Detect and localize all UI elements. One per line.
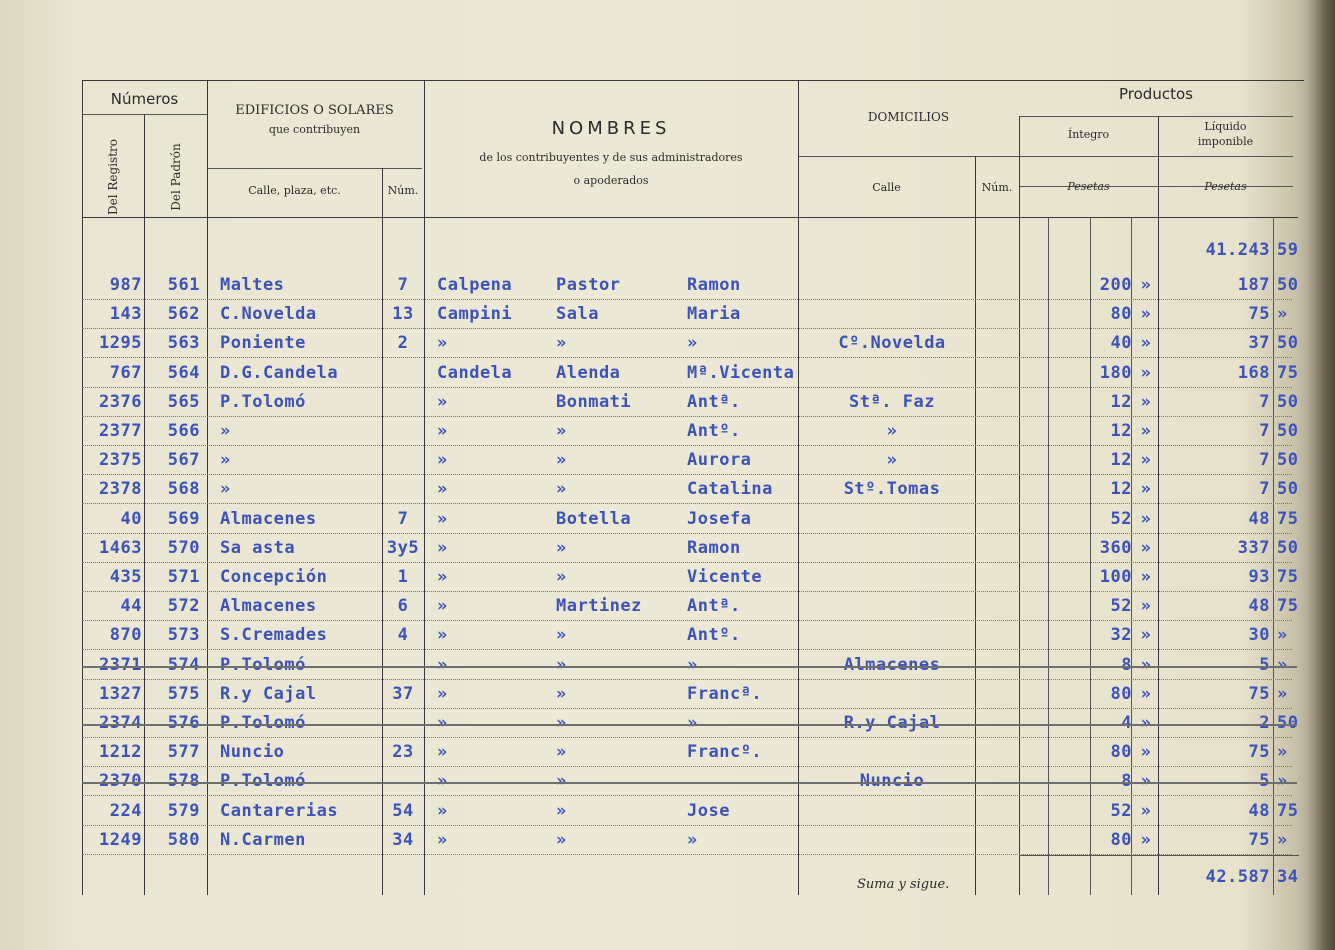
integro-pesetas: 180 — [1099, 362, 1132, 383]
row-dotted-rule — [82, 854, 1292, 855]
surname-2: » — [556, 567, 567, 587]
given-name: Jose — [687, 800, 730, 821]
domicilios-subrule — [798, 156, 1293, 157]
liquido-pesetas: 7 — [1259, 421, 1270, 441]
given-name: Mª.Vicenta — [687, 362, 795, 383]
surname-2: » — [556, 713, 567, 733]
suma-y-sigue-label: Suma y sigue. — [857, 877, 950, 892]
top-border — [82, 80, 1304, 81]
col-rule-4 — [424, 80, 425, 895]
surname-1: » — [437, 625, 448, 646]
registro-number: 1295 — [99, 333, 142, 354]
given-name: » — [687, 654, 698, 675]
liquido-pesetas: 48 — [1248, 508, 1270, 529]
surname-1: » — [437, 742, 448, 763]
liquido-pesetas: 93 — [1248, 567, 1270, 587]
integro-cents: » — [1140, 771, 1152, 792]
integro-pesetas: 80 — [1110, 742, 1132, 763]
domicilio-street: Nuncio — [859, 771, 925, 792]
surname-1: Calpena — [437, 275, 513, 295]
liquido-pesetas: 168 — [1237, 362, 1270, 383]
integro-cents: » — [1140, 421, 1152, 441]
surname-1: » — [437, 421, 448, 441]
row-dotted-rule — [82, 328, 1292, 329]
liquido-cents: 75 — [1277, 362, 1299, 383]
surname-1: » — [437, 450, 448, 471]
registro-number: 2378 — [99, 479, 142, 500]
surname-2: Sala — [556, 304, 599, 325]
total-rule — [1019, 855, 1299, 856]
integro-pesetas: 32 — [1110, 625, 1132, 646]
integro-pesetas: 12 — [1110, 479, 1132, 500]
liquido-pesetas: 48 — [1248, 596, 1270, 617]
apoderados-subheading: o apoderados — [573, 174, 649, 187]
integro-cents: » — [1140, 275, 1152, 295]
nombres-heading: NOMBRES — [551, 118, 671, 139]
street-number: 7 — [397, 275, 409, 295]
padron-number: 563 — [167, 333, 200, 354]
del-registro-heading: Del Registro — [106, 139, 120, 215]
edificios-subrule — [207, 168, 422, 169]
liquido-pesetas: 48 — [1248, 800, 1270, 821]
row-dotted-rule — [82, 299, 1292, 300]
integro-pesetas: 52 — [1110, 508, 1132, 529]
integro-pesetas: 12 — [1110, 450, 1132, 471]
nombres-subheading: de los contribuyentes y de sus administradores — [479, 151, 743, 164]
col-rule-2 — [207, 80, 208, 895]
integro-cents: » — [1140, 450, 1152, 471]
domicilio-street: R.y Cajal — [843, 713, 941, 733]
padron-number: 579 — [167, 800, 200, 821]
street-name: Sa asta — [220, 537, 296, 558]
given-name: Antº. — [687, 421, 741, 441]
surname-2: » — [556, 829, 567, 850]
street-number: 3y5 — [386, 537, 420, 558]
integro-pesetas: 52 — [1110, 800, 1132, 821]
padron-number: 574 — [167, 654, 200, 675]
integro-cents: » — [1140, 713, 1152, 733]
liquido-pesetas: 7 — [1259, 391, 1270, 412]
integro-cents: » — [1140, 654, 1152, 675]
surname-2: Alenda — [556, 362, 621, 383]
integro-pesetas: 360 — [1099, 537, 1132, 558]
domicilio-calle-heading: Calle — [872, 181, 901, 194]
surname-2: » — [556, 742, 567, 763]
strikethrough-line — [82, 724, 1297, 726]
integro-pesetas: 8 — [1121, 771, 1132, 792]
surname-1: » — [437, 713, 448, 733]
surname-1: » — [437, 391, 448, 412]
street-name: S.Cremades — [220, 625, 328, 646]
liquido-cents: 50 — [1277, 450, 1299, 471]
row-dotted-rule — [82, 649, 1292, 650]
surname-1: » — [437, 829, 448, 850]
row-dotted-rule — [82, 416, 1292, 417]
padron-number: 570 — [167, 537, 200, 558]
padron-number: 568 — [167, 479, 200, 500]
domicilio-street: Almacenes — [843, 654, 941, 675]
domicilio-street: Stº.Tomas — [843, 479, 941, 500]
given-name: Vicente — [687, 567, 763, 587]
liquido-pesetas: 75 — [1248, 829, 1270, 850]
integro-pesetas-heading: Pesetas — [1067, 180, 1110, 193]
imponible-heading: imponible — [1197, 135, 1254, 148]
street-name: Poniente — [220, 333, 306, 354]
liquido-cents: » — [1277, 742, 1288, 763]
liquido-cents: 50 — [1277, 479, 1299, 500]
registro-number: 2371 — [99, 654, 142, 675]
given-name: Antª. — [687, 391, 741, 412]
integro-cents: » — [1140, 625, 1152, 646]
given-name: Antº. — [687, 625, 741, 646]
integro-cents: » — [1140, 479, 1152, 500]
street-number: 37 — [392, 683, 414, 704]
liquido-pesetas: 2 — [1259, 713, 1270, 733]
padron-number: 576 — [167, 713, 200, 733]
book-binding — [1307, 0, 1335, 950]
registro-number: 1249 — [99, 829, 142, 850]
padron-number: 575 — [167, 683, 200, 704]
row-dotted-rule — [82, 357, 1292, 358]
given-name: Antª. — [687, 596, 741, 617]
given-name: Ramon — [687, 275, 741, 295]
liquido-cents: 75 — [1277, 567, 1299, 587]
liquido-pesetas: 7 — [1259, 479, 1270, 500]
registro-number: 40 — [120, 508, 142, 529]
liquido-cents: » — [1277, 771, 1288, 792]
street-number: 4 — [397, 625, 409, 646]
registro-number: 2374 — [99, 713, 142, 733]
liquido-pesetas: 37 — [1248, 333, 1270, 354]
integro-pesetas: 200 — [1099, 275, 1132, 295]
final-total-cents: 34 — [1277, 867, 1299, 887]
row-dotted-rule — [82, 591, 1292, 592]
integro-cents: » — [1140, 304, 1152, 325]
row-dotted-rule — [82, 474, 1292, 475]
col-rule-3 — [382, 168, 383, 895]
row-dotted-rule — [82, 708, 1292, 709]
padron-number: 573 — [167, 625, 200, 646]
integro-pesetas: 100 — [1099, 567, 1132, 587]
registro-number: 1463 — [99, 537, 142, 558]
liquido-cents: » — [1277, 625, 1288, 646]
registro-number: 1212 — [99, 742, 142, 763]
liquido-pesetas: 75 — [1248, 683, 1270, 704]
liquido-cents: 50 — [1277, 333, 1299, 354]
row-dotted-rule — [82, 533, 1292, 534]
given-name: Maria — [687, 304, 741, 325]
padron-number: 580 — [167, 829, 200, 850]
integro-cents: » — [1140, 333, 1152, 354]
given-name: Ramon — [687, 537, 741, 558]
surname-1: Campini — [437, 304, 513, 325]
registro-number: 2370 — [99, 771, 142, 792]
carried-total-pesetas: 41.243 — [1205, 240, 1270, 260]
strikethrough-line — [82, 666, 1297, 668]
liquido-pesetas: 187 — [1237, 275, 1270, 295]
liquido-cents: 50 — [1277, 275, 1299, 295]
surname-2: » — [556, 654, 567, 675]
row-dotted-rule — [82, 737, 1292, 738]
liquido-cents: » — [1277, 304, 1288, 325]
registro-number: 143 — [109, 304, 142, 325]
padron-number: 564 — [167, 362, 200, 383]
carried-total-cents: 59 — [1277, 240, 1299, 260]
integro-cents: » — [1140, 800, 1152, 821]
integro-pesetas: 8 — [1121, 654, 1132, 675]
integro-cents: » — [1140, 742, 1152, 763]
col-rule-1 — [144, 114, 145, 895]
integro-pesetas: 40 — [1110, 333, 1132, 354]
surname-2: » — [556, 479, 567, 500]
surname-1: » — [437, 771, 448, 792]
given-name: Francº. — [687, 742, 763, 763]
street-number: 6 — [397, 596, 409, 617]
row-dotted-rule — [82, 620, 1292, 621]
street-name: » — [220, 450, 231, 471]
integro-cents: » — [1140, 391, 1152, 412]
liquido-pesetas-heading: Pesetas — [1204, 180, 1247, 193]
street-name: R.y Cajal — [220, 683, 317, 704]
registro-number: 1327 — [99, 683, 142, 704]
domicilios-heading: DOMICILIOS — [867, 110, 950, 124]
productos-heading: Productos — [1119, 85, 1193, 103]
col-rule-11 — [1158, 116, 1159, 895]
surname-1: » — [437, 479, 448, 500]
surname-2: Bonmati — [556, 391, 632, 412]
integro-heading: Íntegro — [1067, 128, 1110, 141]
padron-number: 577 — [167, 742, 200, 763]
padron-number: 562 — [167, 304, 200, 325]
registro-number: 435 — [109, 567, 142, 587]
surname-1: » — [437, 537, 448, 558]
liquido-pesetas: 5 — [1259, 654, 1270, 675]
domicilio-street: Cº.Novelda — [838, 333, 946, 354]
liquido-pesetas: 75 — [1248, 304, 1270, 325]
integro-cents: » — [1140, 362, 1152, 383]
given-name: » — [687, 333, 698, 354]
row-dotted-rule — [82, 795, 1292, 796]
integro-cents: » — [1140, 567, 1152, 587]
integro-pesetas: 12 — [1110, 421, 1132, 441]
padron-number: 566 — [167, 421, 200, 441]
integro-pesetas: 80 — [1110, 304, 1132, 325]
padron-number: 561 — [167, 275, 200, 295]
given-name: Catalina — [687, 479, 773, 500]
liquido-pesetas: 5 — [1259, 771, 1270, 792]
street-number: 13 — [392, 304, 414, 325]
row-dotted-rule — [82, 387, 1292, 388]
liquido-cents: » — [1277, 683, 1288, 704]
surname-1: Candela — [437, 362, 513, 383]
integro-cents: » — [1140, 508, 1152, 529]
row-dotted-rule — [82, 445, 1292, 446]
registro-number: 987 — [109, 275, 142, 295]
col-rule-9 — [1090, 217, 1091, 895]
col-rule-8 — [1048, 217, 1049, 895]
street-name: P.Tolomó — [220, 771, 306, 792]
integro-pesetas: 80 — [1110, 829, 1132, 850]
surname-2: » — [556, 450, 567, 471]
integro-cents: » — [1140, 683, 1152, 704]
liquido-cents: 75 — [1277, 800, 1299, 821]
given-name: Josefa — [687, 508, 752, 529]
surname-2: » — [556, 537, 567, 558]
liquido-cents: 75 — [1277, 508, 1299, 529]
given-name: Aurora — [687, 450, 752, 471]
numeros-heading: Números — [110, 90, 179, 108]
street-name: » — [220, 421, 231, 441]
padron-number: 565 — [167, 391, 200, 412]
surname-2: » — [556, 625, 567, 646]
domicilio-street: » — [886, 450, 898, 471]
liquido-cents: » — [1277, 829, 1288, 850]
street-name: Cantarerias — [220, 800, 339, 821]
street-number: 7 — [397, 508, 409, 529]
street-name: D.G.Candela — [220, 362, 339, 383]
street-number: 1 — [397, 567, 409, 587]
street-number: 2 — [397, 333, 409, 354]
street-number: 34 — [392, 829, 414, 850]
street-name: P.Tolomó — [220, 391, 306, 412]
surname-1: » — [437, 333, 448, 354]
final-total-pesetas: 42.587 — [1205, 867, 1270, 887]
surname-2: Botella — [556, 508, 632, 529]
surname-2: Pastor — [556, 275, 621, 295]
integro-pesetas: 4 — [1121, 713, 1132, 733]
liquido-pesetas: 30 — [1248, 625, 1270, 646]
given-name: Francª. — [687, 683, 763, 704]
given-name: » — [687, 713, 698, 733]
street-name: » — [220, 479, 231, 500]
surname-1: » — [437, 508, 448, 529]
liquido-cents: 50 — [1277, 391, 1299, 412]
padron-number: 569 — [167, 508, 200, 529]
row-dotted-rule — [82, 766, 1292, 767]
surname-2: Martinez — [556, 596, 642, 617]
liquido-pesetas: 7 — [1259, 450, 1270, 471]
domicilio-street: Stª. Faz — [849, 391, 935, 412]
ledger-table — [82, 80, 1304, 895]
header-bottom-rule — [82, 217, 1298, 218]
registro-number: 2375 — [99, 450, 142, 471]
street-name: P.Tolomó — [220, 654, 306, 675]
street-name: C.Novelda — [220, 304, 317, 325]
edificios-heading: EDIFICIOS O SOLARES — [235, 103, 394, 118]
strikethrough-line — [82, 782, 1297, 784]
surname-2: » — [556, 333, 567, 354]
integro-cents: » — [1140, 537, 1152, 558]
productos-subrule — [1019, 116, 1293, 117]
col-rule-12 — [1273, 217, 1274, 895]
padron-number: 578 — [167, 771, 200, 792]
surname-2: » — [556, 771, 567, 792]
registro-number: 44 — [120, 596, 142, 617]
street-name: Maltes — [220, 275, 285, 295]
integro-pesetas: 52 — [1110, 596, 1132, 617]
row-dotted-rule — [82, 825, 1292, 826]
street-number: 54 — [392, 800, 414, 821]
liquido-pesetas: 337 — [1237, 537, 1270, 558]
liquido-pesetas: 75 — [1248, 742, 1270, 763]
surname-2: » — [556, 800, 567, 821]
integro-pesetas: 80 — [1110, 683, 1132, 704]
surname-1: » — [437, 654, 448, 675]
street-name: Almacenes — [220, 596, 317, 617]
registro-number: 767 — [109, 362, 142, 383]
surname-2: » — [556, 421, 567, 441]
liquido-cents: 50 — [1277, 537, 1299, 558]
registro-number: 2376 — [99, 391, 142, 412]
street-name: Almacenes — [220, 508, 317, 529]
calle-plaza-heading: Calle, plaza, etc. — [248, 184, 341, 197]
integro-pesetas: 12 — [1110, 391, 1132, 412]
surname-1: » — [437, 683, 448, 704]
street-name: Nuncio — [220, 742, 285, 763]
integro-cents: » — [1140, 829, 1152, 850]
domicilio-num-heading: Núm. — [981, 181, 1013, 194]
padron-number: 572 — [167, 596, 200, 617]
street-name: N.Carmen — [220, 829, 306, 850]
surname-1: » — [437, 596, 448, 617]
given-name: » — [687, 829, 698, 850]
row-dotted-rule — [82, 562, 1292, 563]
surname-1: » — [437, 567, 448, 587]
registro-number: 2377 — [99, 421, 142, 441]
street-number: 23 — [392, 742, 414, 763]
row-dotted-rule — [82, 679, 1292, 680]
street-name: Concepción — [220, 567, 328, 587]
edificios-subheading: que contribuyen — [268, 123, 361, 136]
street-name: P.Tolomó — [220, 713, 306, 733]
liquido-cents: » — [1277, 654, 1288, 675]
registro-number: 224 — [109, 800, 142, 821]
row-dotted-rule — [82, 503, 1292, 504]
registro-number: 870 — [109, 625, 142, 646]
padron-number: 571 — [167, 567, 200, 587]
liquido-cents: 50 — [1277, 421, 1299, 441]
surname-1: » — [437, 800, 448, 821]
del-padron-heading: Del Padrón — [169, 143, 183, 211]
domicilio-street: » — [886, 421, 898, 441]
col-rule-7 — [1019, 116, 1020, 895]
integro-cents: » — [1140, 596, 1152, 617]
liquido-cents: 50 — [1277, 713, 1299, 733]
liquido-cents: 75 — [1277, 596, 1299, 617]
padron-number: 567 — [167, 450, 200, 471]
liquido-heading: Líquido — [1204, 120, 1247, 133]
surname-2: » — [556, 683, 567, 704]
num-heading: Núm. — [387, 184, 419, 197]
